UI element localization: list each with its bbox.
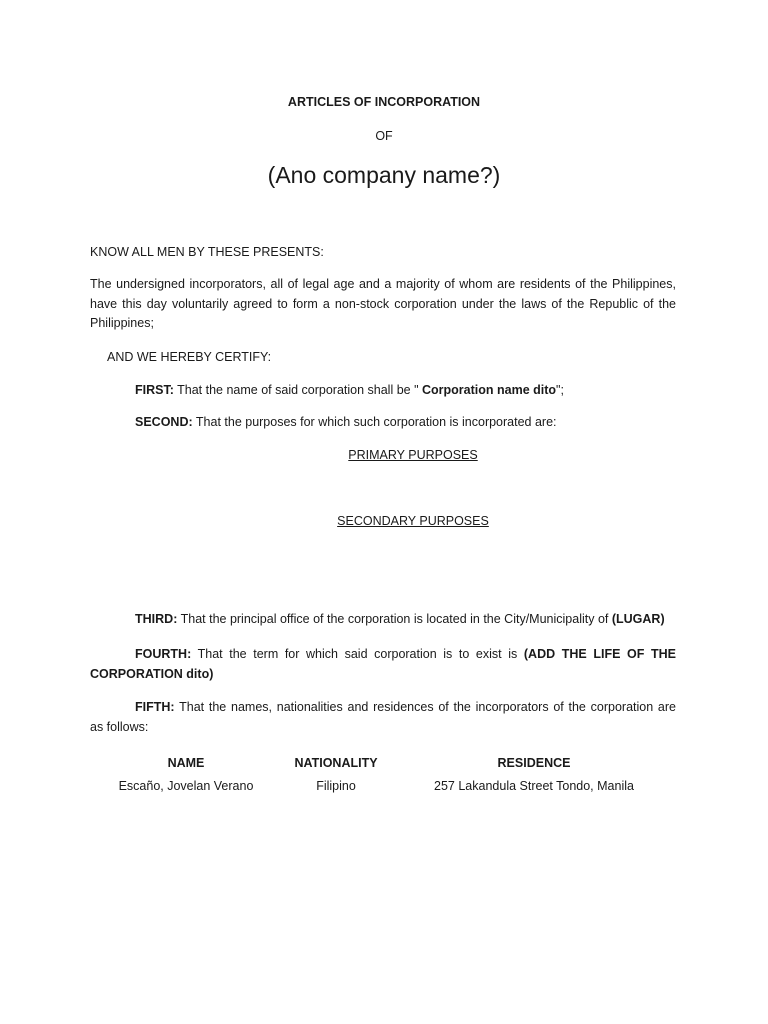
article-fourth bbox=[90, 645, 676, 684]
document-title: ARTICLES OF INCORPORATION bbox=[287, 95, 481, 109]
second-label: SECOND: bbox=[135, 415, 193, 429]
fifth-text: That the names, nationalities and residences of the incorporators of the corporation are as follows: bbox=[90, 700, 676, 734]
intro-paragraph: The undersigned incorporators, all of legal age and a majority of whom are residents of the Philippines, have this day voluntarily agreed to form a non-stock corporation under the laws of the Republic of the Philippines; bbox=[90, 277, 676, 330]
article-second bbox=[135, 415, 557, 429]
third-label: THIRD: bbox=[135, 612, 178, 626]
secondary-purposes-heading: SECONDARY PURPOSES bbox=[337, 514, 489, 528]
header-nationality: NATIONALITY bbox=[294, 756, 378, 770]
third-text: That the principal office of the corporation is located in the City/Municipality of bbox=[177, 612, 612, 626]
first-text-a: That the name of said corporation shall be " bbox=[173, 383, 422, 397]
cell-nationality: Filipino bbox=[316, 779, 356, 793]
article-fifth bbox=[90, 698, 676, 737]
header-name: NAME bbox=[167, 756, 205, 770]
third-location: (LUGAR) bbox=[611, 612, 665, 626]
fifth-label: FIFTH: bbox=[135, 700, 175, 714]
first-corp-name: Corporation name dito bbox=[422, 383, 557, 397]
header-residence: RESIDENCE bbox=[497, 756, 571, 770]
of-line: OF bbox=[375, 129, 393, 143]
cell-name: Escaño, Jovelan Verano bbox=[118, 779, 254, 793]
company-name: (Ano company name?) bbox=[267, 162, 501, 188]
first-label: FIRST: bbox=[135, 383, 174, 397]
article-first bbox=[135, 383, 564, 397]
fourth-label: FOURTH: bbox=[135, 647, 192, 661]
cell-residence: 257 Lakandula Street Tondo, Manila bbox=[434, 779, 634, 793]
article-third bbox=[135, 612, 676, 626]
fourth-term: (ADD THE LIFE OF THE CORPORATION dito) bbox=[90, 647, 676, 681]
first-text-b: "; bbox=[556, 383, 564, 397]
primary-purposes-heading: PRIMARY PURPOSES bbox=[348, 448, 478, 462]
second-text: That the purposes for which such corporation is incorporated are: bbox=[192, 415, 557, 429]
know-all-line: KNOW ALL MEN BY THESE PRESENTS: bbox=[90, 245, 324, 259]
fourth-text: That the term for which said corporation is to exist is bbox=[191, 647, 524, 661]
certify-line: AND WE HEREBY CERTIFY: bbox=[107, 350, 272, 364]
